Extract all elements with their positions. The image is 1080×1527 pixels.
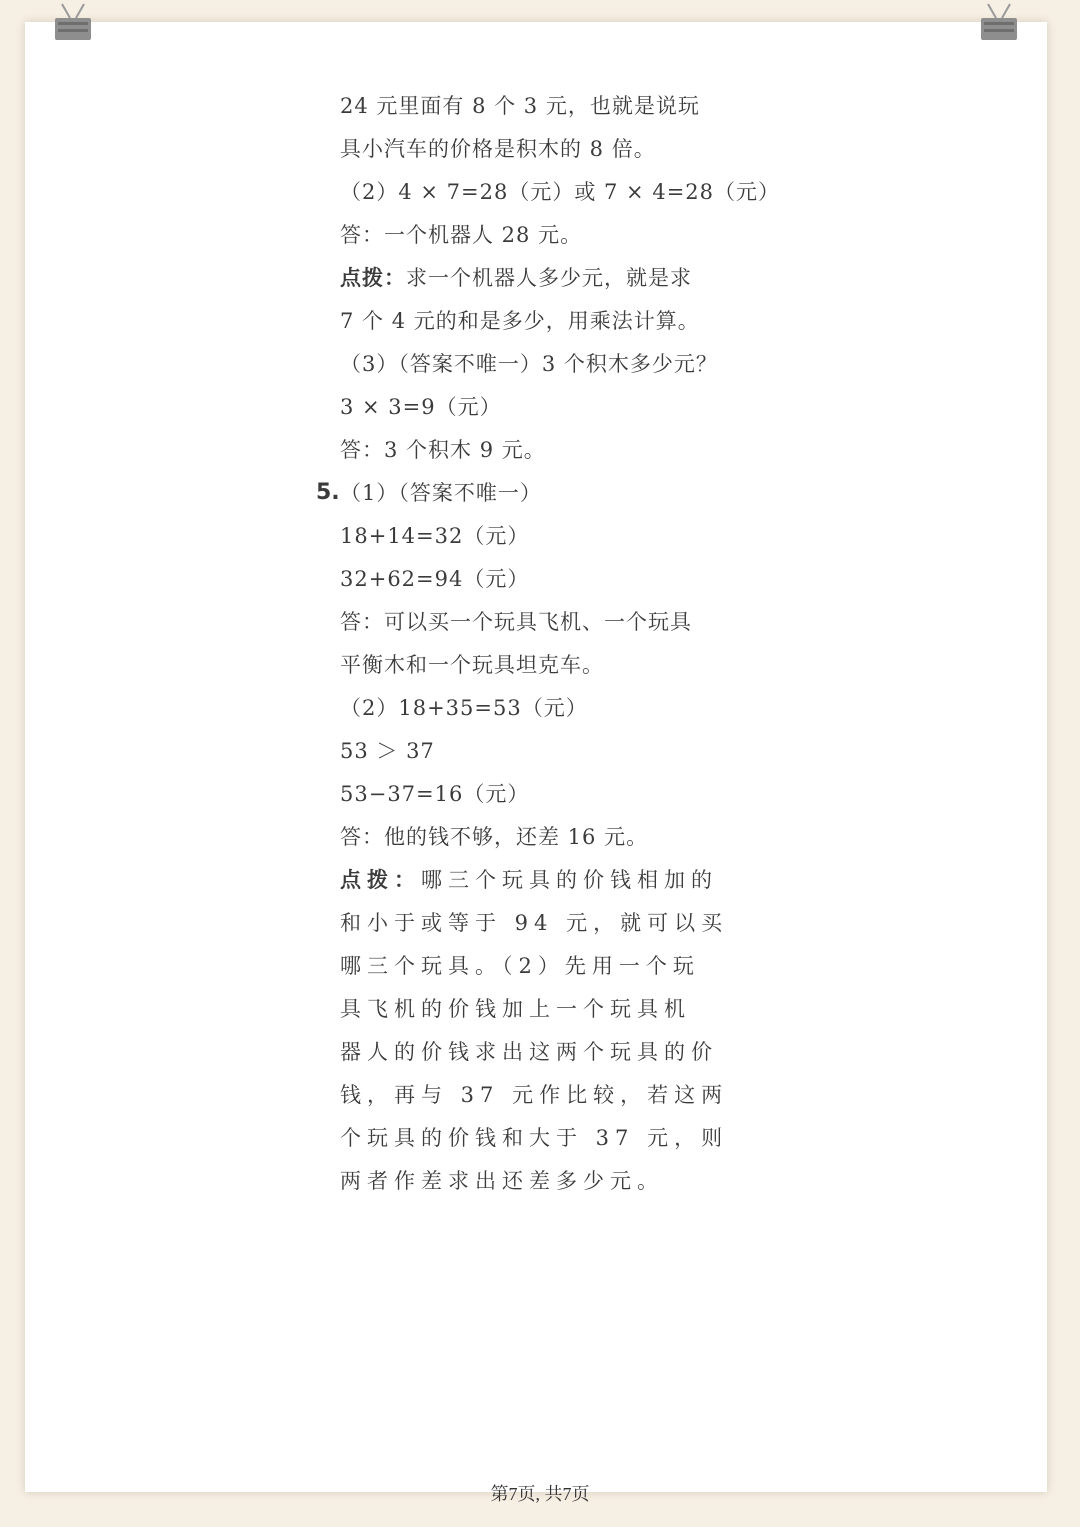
hint-line	[340, 263, 692, 293]
text-line: 个玩具的价钱和大于 37 元，则	[340, 1126, 729, 1150]
text-line: 器人的价钱求出这两个玩具的价	[340, 1040, 718, 1064]
hint-text: 哪三个玩具的价钱相加的	[421, 868, 718, 892]
text-line: 24 元里面有 8 个 3 元，也就是说玩	[340, 94, 700, 118]
text-line: 答：一个机器人 28 元。	[340, 223, 583, 247]
hint-line	[340, 865, 718, 895]
text-line: 答：可以买一个玩具飞机、一个玩具	[340, 610, 692, 634]
text-line: 具小汽车的价格是积木的 8 倍。	[340, 137, 656, 161]
text-line: 18+14=32（元）	[340, 524, 530, 548]
text-line: 7 个 4 元的和是多少，用乘法计算。	[340, 309, 700, 333]
text-line: 两者作差求出还差多少元。	[340, 1169, 664, 1193]
text-line: 53 ＞ 37	[340, 739, 435, 763]
text-line: （2）18+35=53（元）	[340, 696, 588, 720]
hint-text: 求一个机器人多少元，就是求	[406, 266, 692, 290]
text-line: 53−37=16（元）	[340, 782, 530, 806]
text-line: （1）（答案不唯一）	[340, 481, 542, 505]
text-line: 答：3 个积木 9 元。	[340, 438, 546, 462]
text-line: 答：他的钱不够，还差 16 元。	[340, 825, 649, 849]
hint-label: 点拨：	[340, 867, 421, 892]
text-line: 哪三个玩具。（2）先用一个玩	[340, 954, 700, 978]
hint-label: 点拨：	[340, 265, 406, 290]
text-line: 和小于或等于 94 元，就可以买	[340, 911, 729, 935]
text-line: （3）（答案不唯一）3 个积木多少元？	[340, 352, 718, 376]
text-line: 32+62=94（元）	[340, 567, 530, 591]
text-line: 钱，再与 37 元作比较，若这两	[340, 1083, 729, 1107]
text-line: 平衡木和一个玩具坦克车。	[340, 653, 604, 677]
text-line: （2）4 × 7=28（元）或 7 × 4=28（元）	[340, 180, 781, 204]
page-number: 第7页, 共7页	[490, 1484, 590, 1504]
text-line: 3 × 3=9（元）	[340, 395, 502, 419]
question-number: 5.	[316, 480, 340, 505]
text-line: 具飞机的价钱加上一个玩具机	[340, 997, 691, 1021]
